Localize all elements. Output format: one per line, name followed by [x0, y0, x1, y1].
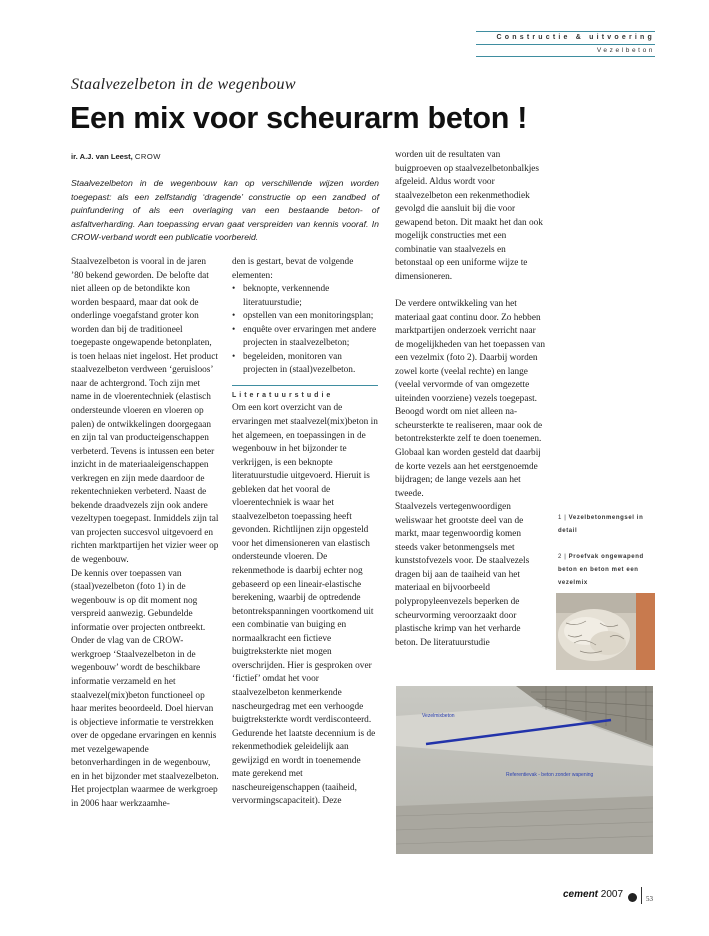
list-item: • begeleiden, monitoren van projecten in (staal)vezelbeton.	[232, 351, 378, 378]
body-column-2	[232, 256, 378, 809]
caption-number: 2 |	[558, 554, 567, 560]
paragraph: De verdere ontwikkeling van het materiaal gaat continu door. Zo hebben marktpartijen onderzoek verricht naar de mogelijkheden van het toepassen van een vezelmix (foto 2). Daarbij worden zowel korte (veelal rechte) en lange (veelal vervormde of van omgezette uiteinden voorziene) vezels toegepast. Beoogd wordt om niet alleen na-scheursterkte te realiseren, maar ook de betontreksterkte zelf te doen toenemen. Globaal kan worden gesteld dat daarbij de korte vezels aan het eerstgenoemde bijdragen; de lange vezels aan het tweede.	[395, 298, 545, 499]
photo-test-section	[396, 686, 653, 854]
paragraph: Het projectplan waarmee de werkgroep in 2006 haar werkzaamhe-	[71, 785, 218, 809]
body-column-1	[71, 256, 219, 811]
article-intro: Staalvezelbeton in de wegenbouw kan op verschillende wijzen worden toegepast: als een zelfstandig ‘dragende’ constructie op een zandbed of puinfundering of als een overlaging van een bestaande beton- of asfaltverharding. Aan toepassing ervan gaat verspreiden van kennis vooraf. In CROW-verband wordt een publicatie voorbereid.	[71, 178, 379, 242]
author-line	[71, 152, 161, 161]
photo-label-fibre-mix: Vezelmixbeton	[422, 713, 455, 719]
page-number: 53	[646, 895, 653, 903]
footer-brand	[563, 889, 623, 900]
caption-text: Proefvak ongewapend beton en beton met een vezelmix	[558, 554, 644, 586]
paragraph: De kennis over toepassen van (staal)vezelbeton (foto 1) in de wegenbouw is op dit moment nog verspreid aanwezig. Gebundelde informatie over projecten ontbreekt. Onder de vlag van de CROW-werkgroep ‘Staalvezelbeton in de wegenbouw’ wordt de beschikbare informatie verzameld en het staalvezel(mix)beton functioneel op haar merites beoordeeld. Doel hiervan is objectieve informatie te verstrekken over de opgedane ervaringen en kennis met vezelgewapende betonverhardingen in de wegenbouw, en in het bijzonder met staalvezelbeton.	[71, 568, 219, 782]
caption-text: Vezelbetonmengsel in detail	[558, 515, 644, 534]
caption-1	[558, 512, 658, 538]
paragraph: Staalvezelbeton is vooral in de jaren ’80 bekend geworden. De belofte dat niet alleen op de betondikte kon worden bespaard, maar dat ook de onderlinge voegafstand groter kon worden dan bij de traditioneel toegepaste ongewapende betonplaten, is toen helaas niet ingelost. Het product staalvezelbeton verdween ‘geruisloos’ naar de achtergrond. Toch zijn met name in de vloerentechniek (elastisch ondersteunde vloeren en vloeren op palen) de ontwikkelingen doorgegaan en zijn tal van producteigenschappen verbeterd. Tevens is intussen een beter inzicht in de materiaaleigenschappen verkregen en zijn mede daardoor de rekentechnieken verbeterd. Naast de bekende draadvezels zijn ook andere vezeltypen toegepast. Inmiddels zijn tal van projecten succesvol uitgevoerd en richten marktpartijen het vizier weer op de wegenbouw.	[71, 257, 219, 566]
list-item: • beknopte, verkennende literatuurstudie;	[232, 283, 378, 310]
header-rule-top	[476, 31, 655, 32]
element-list	[232, 283, 378, 378]
article-title: Een mix voor scheurarm beton !	[70, 101, 528, 135]
cement-logo-icon	[628, 893, 637, 902]
footer-divider	[641, 887, 642, 904]
footer-year: 2007	[600, 889, 624, 900]
author-name: ir. A.J. van Leest,	[71, 152, 133, 161]
section-subtitle: Vezelbeton	[596, 47, 655, 54]
header-rule-middle	[476, 44, 655, 45]
list-item: • opstellen van een monitoringsplan;	[232, 310, 378, 324]
article-kicker: Staalvezelbeton in de wegenbouw	[71, 76, 296, 93]
header-rule-bottom	[476, 56, 655, 57]
paragraph: Gedurende het laatste decennium is de rekenmethodiek geleidelijk aan gewijzigd en wordt in toenemende mate gerekend met nascheureigenschappen (taaiheid, vervormingscapaciteit). Deze	[232, 728, 376, 807]
list-item: • enquête over ervaringen met andere projecten in staalvezelbeton;	[232, 324, 378, 351]
paragraph: Staalvezels vertegenwoordigen weliswaar het grootste deel van de markt, maar tegenwoordig komen steeds vaker betonmengsels met kunststofvezels voor. De staalvezels dragen bij aan de taaiheid van het materiaal en bijvoorbeeld polypropyleenvezels beperken de scheurvorming veroorzaakt door plastische krimp van het verharde beton. De literatuurstudie	[395, 502, 530, 648]
paragraph: worden uit de resultaten van buigproeven op staalvezelbetonbalkjes afgeleid. Aldus wordt voor staalvezelbeton een rekenmethodiek gevolgd die aansluit bij die voor gewapend beton. Dit maakt het dan ook mogelijk constructies met een combinatie van staalvezels en betonstaal op een uniforme wijze te dimensioneren.	[395, 150, 543, 282]
caption-2	[558, 551, 658, 590]
caption-number: 1 |	[558, 515, 567, 521]
photo-fibre-mix	[556, 593, 655, 670]
author-org: CROW	[134, 152, 161, 161]
paragraph: Om een kort overzicht van de ervaringen met staalvezel(mix)beton in het algemeen, en toepassingen in de wegenbouw in het bijzonder te verkrijgen, is een beknopte literatuurstudie uitgevoerd. Hieruit is gebleken dat het vooral de vloerentechniek is waar het staalvezelbeton toepassing heeft gevonden. Richtlijnen zijn opgesteld voor het dimensioneren van elastisch ondersteunde vloeren. De rekenmethode is daarbij echter nog gebaseerd op een lineair-elastische berekening, waarbij de optredende betontrekspanningen voortkomend uit een combinatie van buiging en normaalkracht een fictieve buigtreksterkte niet mogen overschrijden. Hier is gesproken over ‘fictief’ omdat het voor staalvezelbeton kenmerkende nascheurgedrag met een verhoogde buigtreksterkte wordt verdisconteerd.	[232, 403, 378, 726]
photo-label-reference: Referentievak - beton zonder wapening	[506, 772, 594, 778]
body-column-3	[395, 149, 545, 650]
section-title: Constructie & uitvoering	[496, 34, 655, 41]
paragraph: den is gestart, bevat de volgende elementen:	[232, 257, 354, 281]
literature-heading: Literatuurstudie	[232, 385, 378, 403]
footer-brand-name: cement	[563, 889, 599, 900]
